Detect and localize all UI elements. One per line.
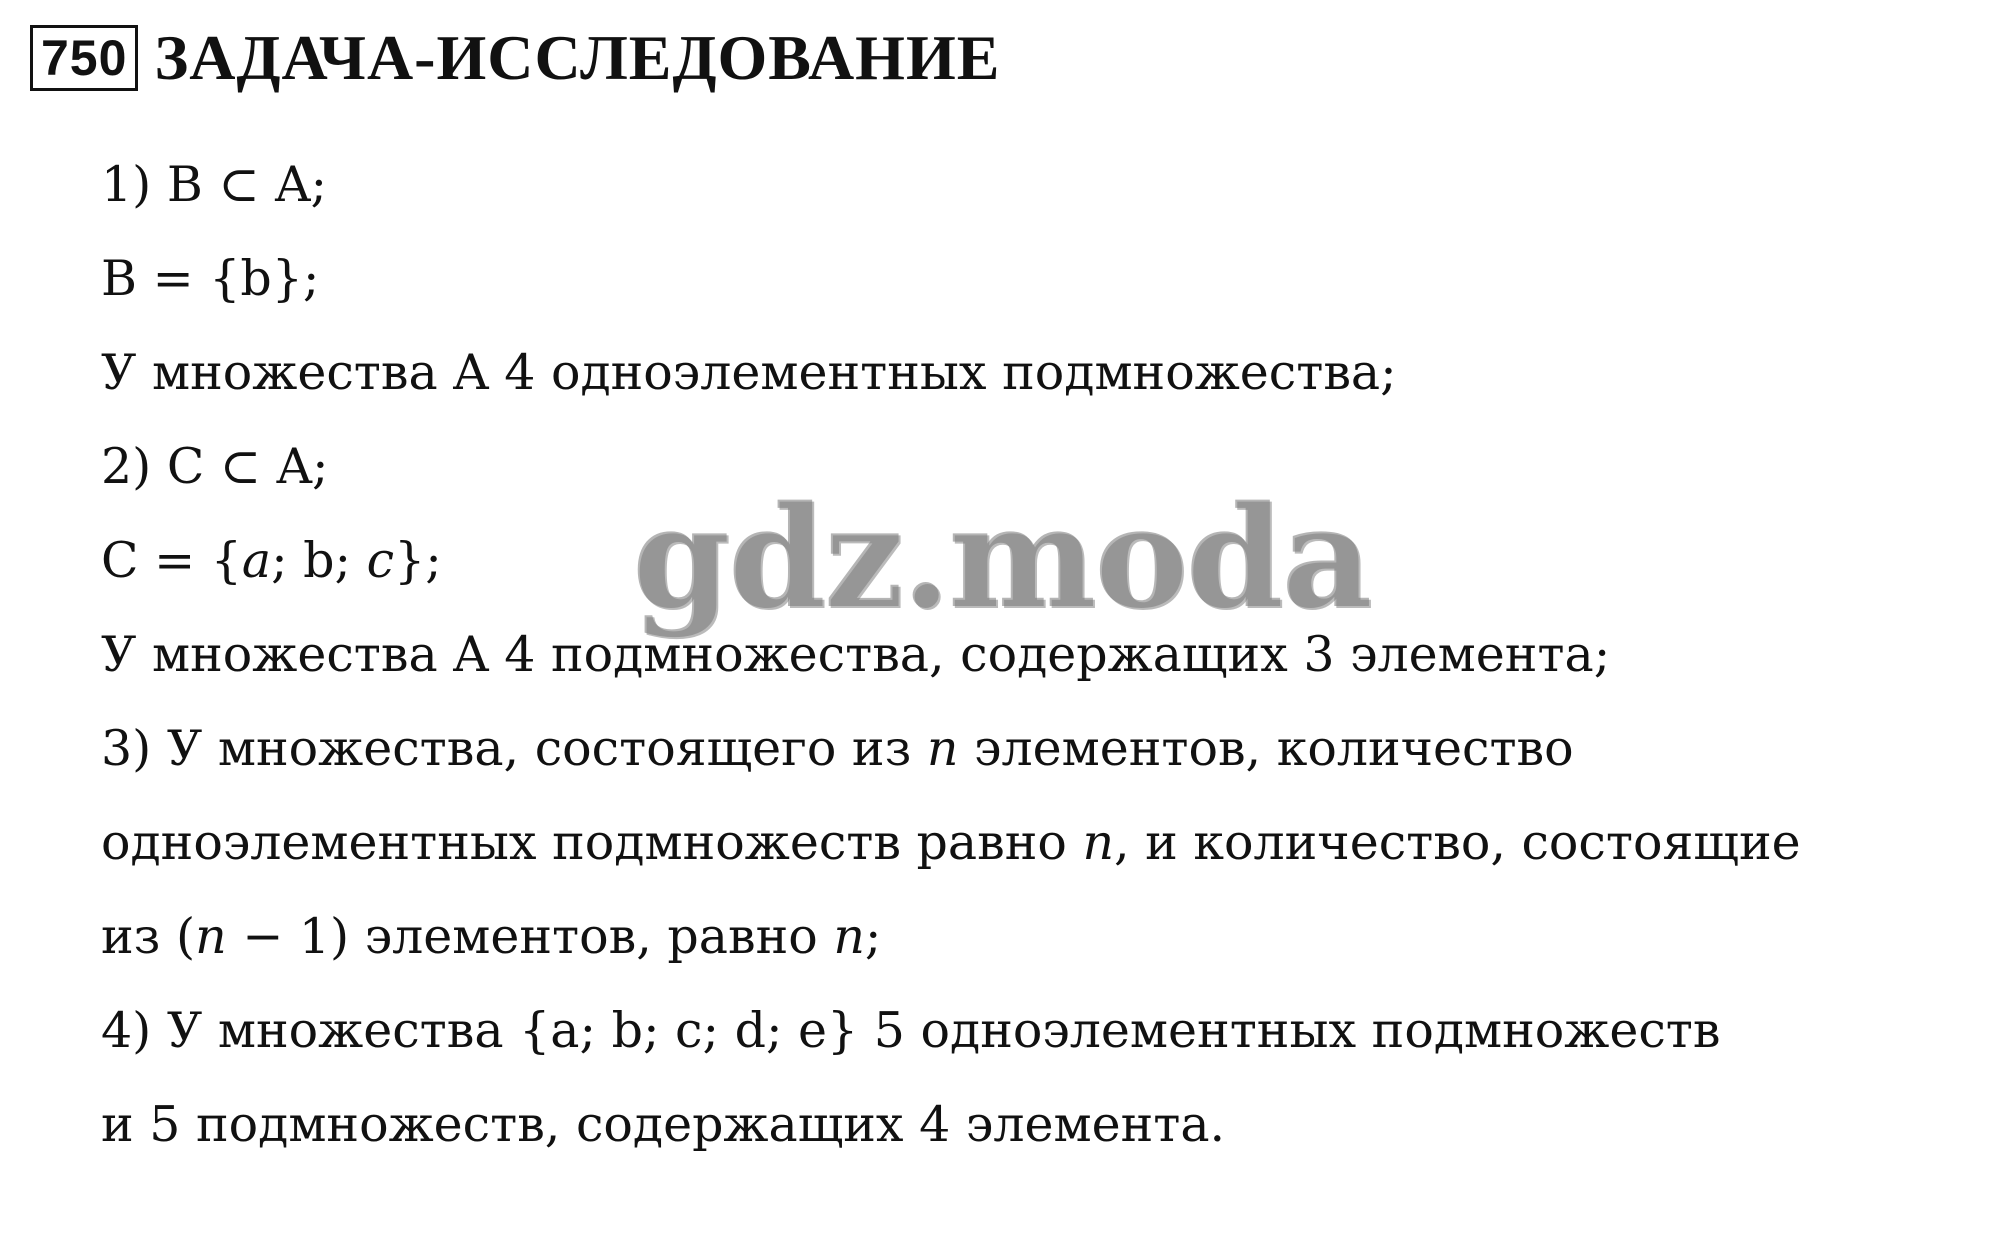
solution-line-5	[101, 514, 1981, 608]
solution-text	[101, 138, 1981, 1172]
problem-header	[30, 22, 1000, 94]
solution-line-4: 2) C ⊂ A;	[101, 438, 329, 495]
solution-line-8	[101, 796, 1981, 890]
solution-line-1: 1) B ⊂ A;	[101, 156, 327, 213]
line-9-mid: − 1) элементов, равно	[226, 908, 834, 965]
solution-line-6: У множества A 4 подмножества, содержащих 3 элемента;	[101, 626, 1611, 683]
math-var-n: n	[1082, 814, 1114, 871]
set-c-close: };	[394, 532, 442, 589]
solution-line-9	[101, 890, 1981, 984]
math-var-n: n	[833, 908, 865, 965]
solution-line-7	[101, 702, 1981, 796]
math-var-c: c	[366, 532, 395, 589]
watermark-logo: gdz.moda	[632, 476, 1371, 640]
solution-line-11: и 5 подмножеств, содержащих 4 элемента.	[101, 1096, 1226, 1153]
math-var-a: a	[241, 532, 272, 589]
problem-title: ЗАДАЧА-ИССЛЕДОВАНИЕ	[154, 22, 1001, 93]
math-var-n: n	[195, 908, 227, 965]
set-c-mid: ; b;	[271, 532, 367, 589]
line-8-end: , и количество, состоящие	[1114, 814, 1801, 871]
solution-line-10: 4) У множества {a; b; c; d; e} 5 одноэлементных подмножеств	[101, 1002, 1721, 1059]
line-7-start: 3) У множества, состоящего из	[101, 720, 927, 777]
line-9-end: ;	[864, 908, 882, 965]
line-9-start: из (	[101, 908, 196, 965]
solution-line-2: B = {b};	[101, 250, 320, 307]
math-var-n: n	[926, 720, 959, 777]
solution-line-3: У множества A 4 одноэлементных подмножества;	[101, 344, 1397, 401]
problem-number: 750	[30, 25, 138, 91]
line-8-start: одноэлементных подмножеств равно	[101, 814, 1083, 871]
line-7-end: элементов, количество	[958, 720, 1574, 777]
set-c-open: C = {	[101, 532, 242, 589]
